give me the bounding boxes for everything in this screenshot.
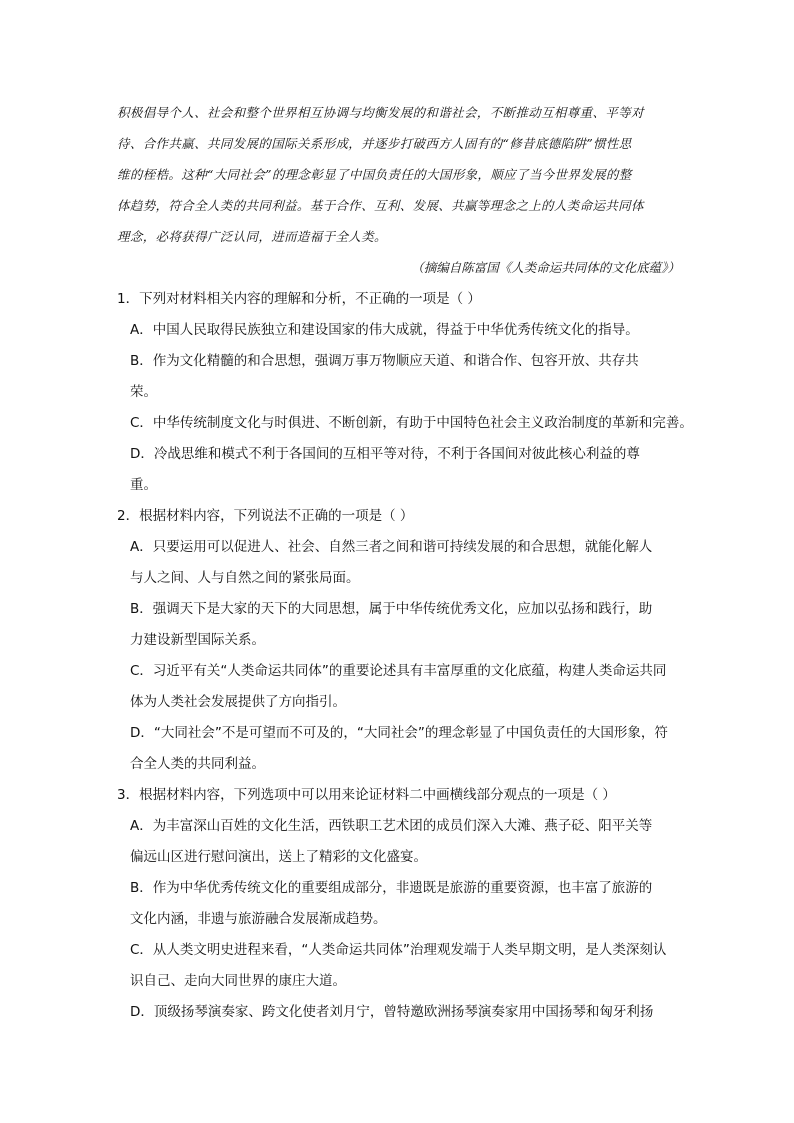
option-line: 识自己、走向大同世界的康庄大道。 [130, 973, 346, 989]
passage-line: 积极倡导个人、社会和整个世界相互协调与均衡发展的和谐社会，不断推动互相尊重、平等对 [117, 105, 644, 120]
option-line: B．作为文化精髓的和合思想，强调万事万物顺应天道、和谐合作、包容开放、共存共 [130, 353, 639, 369]
passage-line: 维的桎梏。这种“大同社会”的理念彰显了中国负责任的大国形象，顺应了当今世界发展的整 [117, 167, 632, 182]
option-line: A．只要运用可以促进人、社会、自然三者之间和谐可持续发展的和合思想，就能化解人 [130, 539, 653, 555]
option-line: B．强调天下是大家的天下的大同思想，属于中华传统优秀文化，应加以弘扬和践行，助 [130, 601, 653, 617]
option-line: D．顶级扬琴演奏家、跨文化使者刘月宁，曾特邀欧洲扬琴演奏家用中国扬琴和匈牙利扬 [130, 1004, 654, 1020]
option-line: A．中国人民取得民族独立和建设国家的伟大成就，得益于中华优秀传统文化的指导。 [130, 322, 639, 338]
question-stem: 1．下列对材料相关内容的理解和分析，不正确的一项是（ ） [117, 291, 481, 307]
option-line: 文化内涵，非遗与旅游融合发展渐成趋势。 [130, 911, 387, 927]
question-stem: 3．根据材料内容，下列选项中可以用来论证材料二中画横线部分观点的一项是（ ） [117, 787, 616, 803]
option-line: 偏远山区进行慰问演出，送上了精彩的文化盛宴。 [130, 849, 427, 865]
option-line: 与人之间、人与自然之间的紧张局面。 [130, 570, 360, 586]
option-a [130, 315, 707, 346]
option-line: D．“大同社会”不是可望而不可及的，“大同社会”的理念彰显了中国负责任的大国形象，符 [130, 725, 668, 741]
option-d [130, 718, 707, 780]
option-line: D．冷战思维和模式不利于各国间的互相平等对待，不利于各国间对彼此核心利益的尊 [130, 446, 640, 462]
option-line: C．习近平有关“人类命运共同体”的重要论述具有丰富厚重的文化底蕴，构建人类命运共同 [130, 663, 667, 679]
passage-text [117, 97, 687, 252]
option-b [130, 594, 707, 656]
option-line: B．作为中华优秀传统文化的重要组成部分，非遗既是旅游的重要资源，也丰富了旅游的 [130, 880, 653, 896]
question-3 [117, 780, 707, 1028]
option-line: 体为人类社会发展提供了方向指引。 [130, 694, 346, 710]
option-c [130, 656, 707, 718]
option-c [130, 408, 707, 439]
option-line: C．中华传统制度文化与时俱进、不断创新，有助于中国特色社会主义政治制度的革新和完善。 [130, 415, 693, 431]
passage-line: 体趋势，符合全人类的共同利益。基于合作、互利、发展、共赢等理念之上的人类命运共同体 [117, 198, 644, 213]
passage-source: （摘编自陈富国《人类命运共同体的文化底蕴》） [411, 260, 680, 275]
option-line: A．为丰富深山百姓的文化生活，西铁职工艺术团的成员们深入大滩、燕子砭、阳平关等 [130, 818, 653, 834]
option-d [130, 997, 707, 1028]
passage-line: 理念，必将获得广泛认同，进而造福于全人类。 [117, 229, 387, 244]
option-line: C．从人类文明史进程来看，“人类命运共同体”治理观发端于人类早期文明，是人类深刻认 [130, 942, 667, 958]
question-1 [117, 284, 707, 501]
option-line: 重。 [130, 477, 157, 493]
question-2 [117, 501, 707, 780]
option-line: 合全人类的共同利益。 [130, 756, 265, 772]
passage-line: 待、合作共赢、共同发展的国际关系形成，并逐步打破西方人固有的“修昔底德陷阱”惯性思 [117, 136, 632, 151]
option-d [130, 439, 707, 501]
question-list [117, 284, 707, 1028]
option-a [130, 532, 707, 594]
option-b [130, 873, 707, 935]
option-line: 荣。 [130, 384, 157, 400]
option-a [130, 811, 707, 873]
option-line: 力建设新型国际关系。 [130, 632, 265, 648]
option-c [130, 935, 707, 997]
option-b [130, 346, 707, 408]
question-stem: 2．根据材料内容，下列说法不正确的一项是（ ） [117, 508, 414, 524]
